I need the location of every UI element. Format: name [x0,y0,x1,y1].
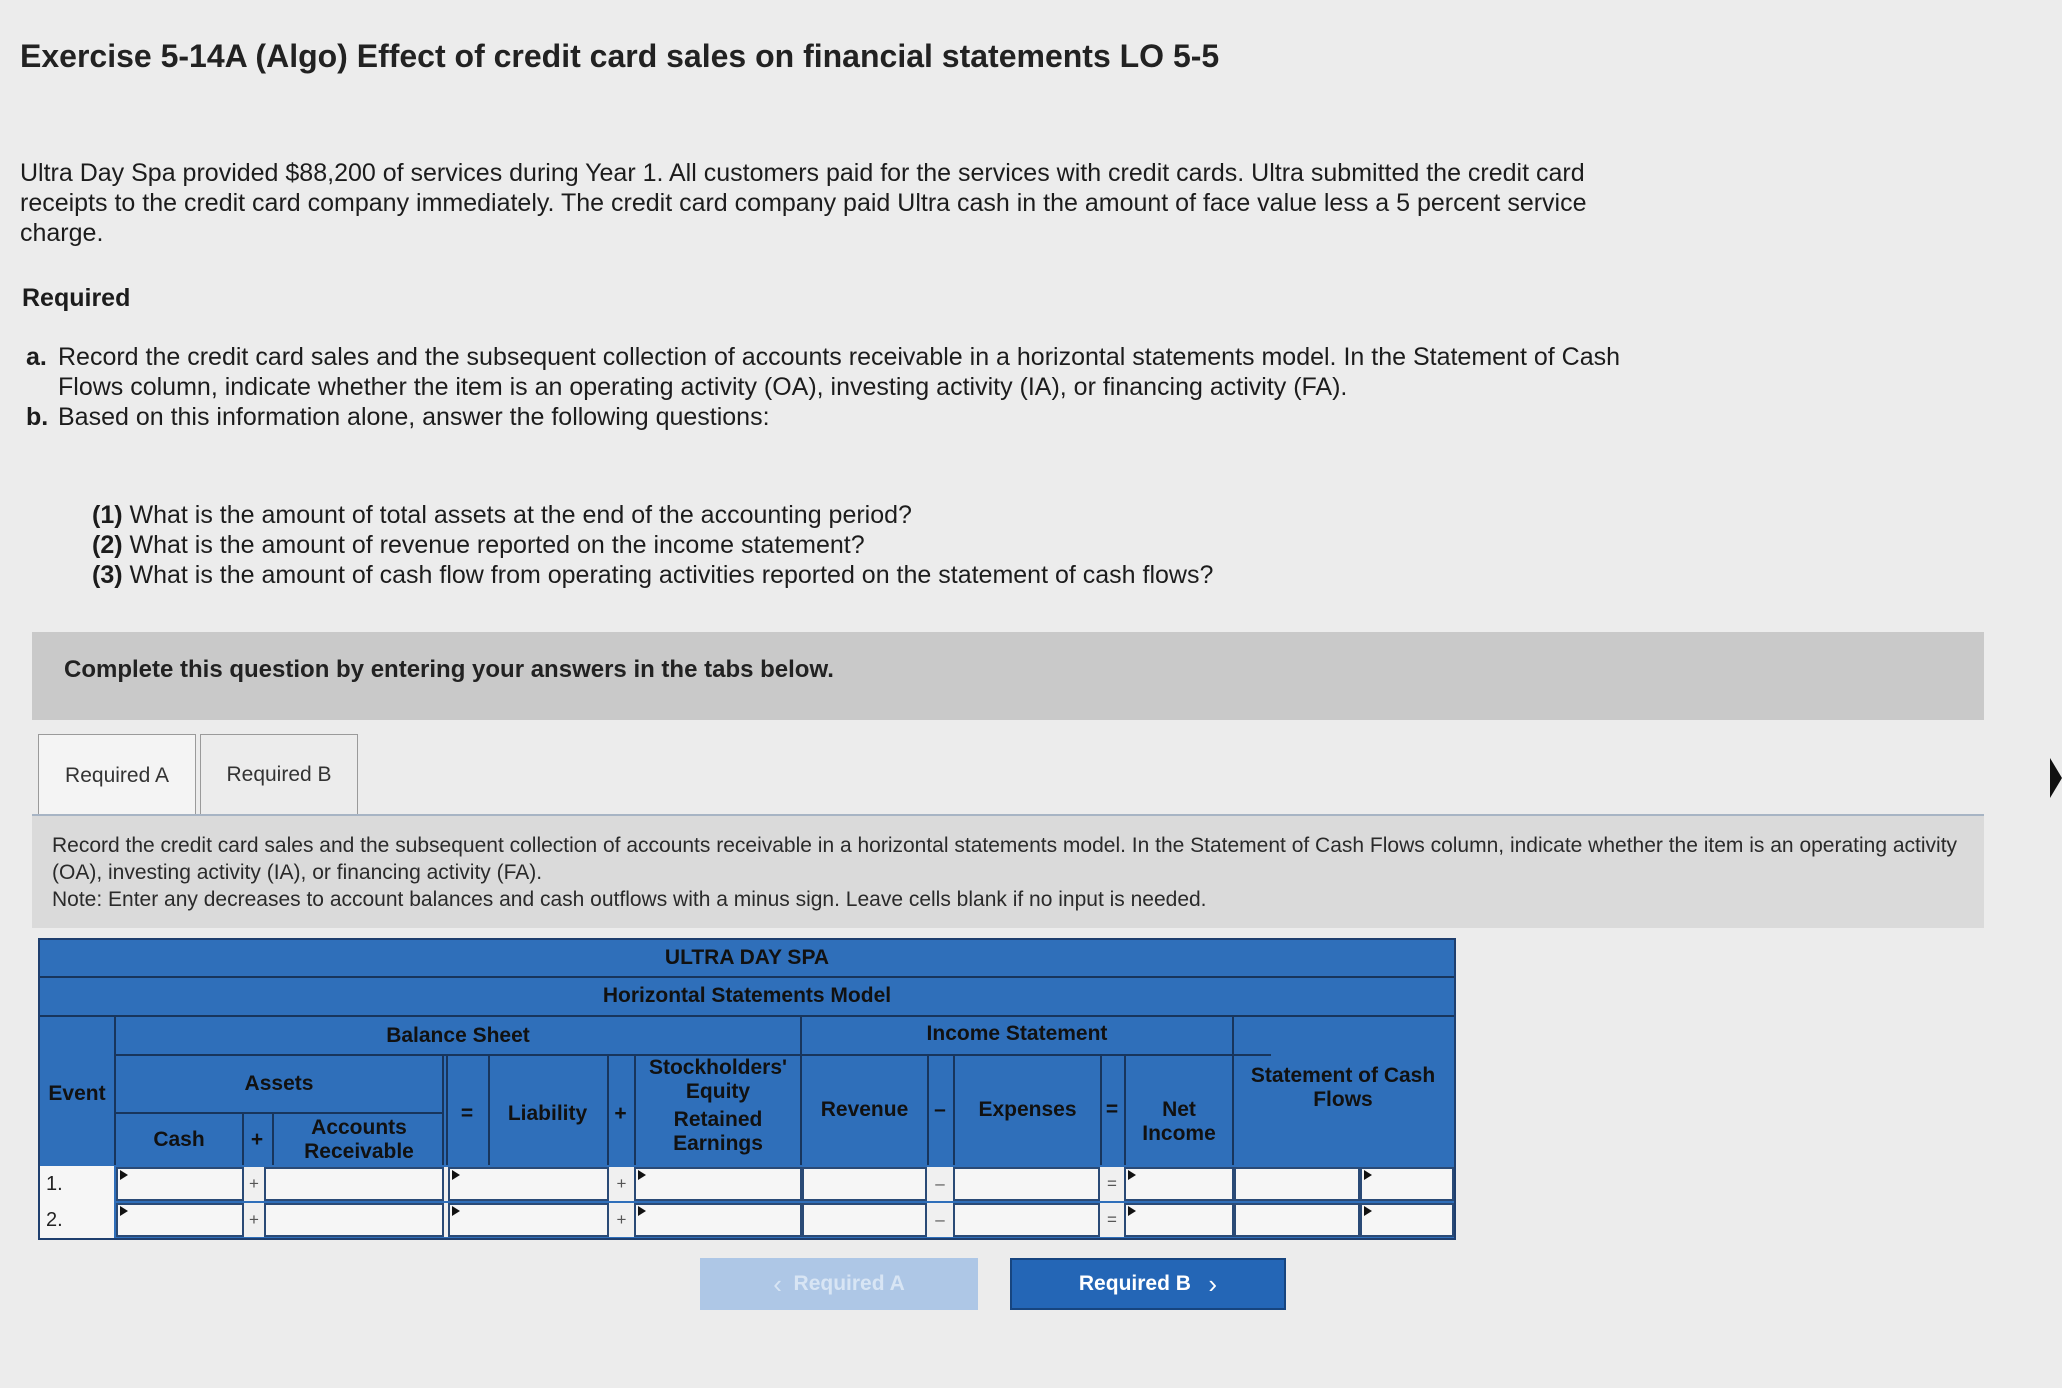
horizontal-statements-model [38,938,1456,1240]
next-tab-button[interactable] [1010,1258,1286,1310]
equals-sign: = [460,1102,474,1125]
event-header: Event [48,1082,106,1105]
next-tab-label: Required B [1078,1272,1191,1295]
plus-operator: + [609,1203,634,1237]
expenses-input-2[interactable] [953,1203,1100,1237]
plus-operator: + [609,1167,634,1201]
expenses-header: Expenses [978,1098,1077,1121]
chevron-left-icon: ‹ [773,1268,782,1299]
dropdown-marker-icon [120,1206,128,1216]
chevron-right-icon: › [1208,1268,1218,1299]
liability-input-1[interactable] [448,1167,609,1201]
equity-plus-sign: + [614,1102,627,1125]
dropdown-marker-icon [638,1206,646,1216]
plus-operator: + [244,1203,264,1237]
event-row-label: 2. [40,1202,114,1238]
model-subtitle: Horizontal Statements Model [602,984,892,1007]
net-income-header: Net Income [1142,1098,1216,1145]
cash-input-1[interactable] [116,1167,244,1201]
cash-input-2[interactable] [116,1203,244,1237]
question-number: (2) [92,531,123,559]
assets-header: Assets [244,1072,314,1095]
required-heading: Required [22,284,131,312]
accounts-receivable-input-1[interactable] [264,1167,444,1201]
revenue-input-2[interactable] [802,1203,927,1237]
question-item [92,500,1213,530]
tab-instructions [32,814,1984,928]
question-text: What is the amount of cash flow from operating activities reported on the statement of cash flows? [129,561,1214,589]
requirement-text: Record the credit card sales and the subsequent collection of accounts receivable in a horizontal statements model. In the Statement of Cash Flows column, indicate whether the item is an operating activity (OA), investing activity (IA), or financing activity (FA). [58,343,1620,401]
dropdown-marker-icon [452,1206,460,1216]
dropdown-marker-icon [1364,1170,1372,1180]
exercise-title: Exercise 5-14A (Algo) Effect of credit card sales on financial statements LO 5-5 [20,38,1220,74]
cash-flows-header: Statement of Cash Flows [1250,1064,1436,1111]
requirement-b [26,402,1636,432]
net-income-input-1[interactable] [1124,1167,1234,1201]
cash-header: Cash [153,1128,205,1151]
question-number: (1) [92,501,123,529]
cash-flow-activity-input-1[interactable] [1360,1167,1454,1201]
accounts-receivable-input-2[interactable] [264,1203,444,1237]
cash-flow-amount-input-1[interactable] [1234,1167,1360,1201]
stockholders-equity-header: Stockholders' Equity [648,1056,788,1103]
tab-required-a[interactable]: Required A [38,734,196,816]
minus-operator: – [927,1167,953,1201]
instruction-note: Note: Enter any decreases to account balances and cash outflows with a minus sign. Leave cells blank if no input is needed. [52,888,1207,911]
balance-sheet-header: Balance Sheet [386,1024,530,1047]
tab-required-b[interactable]: Required B [200,734,358,814]
dropdown-marker-icon [452,1170,460,1180]
instruction-banner [32,632,1984,720]
liability-input-2[interactable] [448,1203,609,1237]
requirement-marker: b. [26,403,49,431]
event-row-label: 1. [40,1166,114,1202]
previous-tab-label: Required A [793,1272,905,1295]
question-text: What is the amount of revenue reported on the income statement? [129,531,865,559]
cash-flow-amount-input-2[interactable] [1234,1203,1360,1237]
expenses-input-1[interactable] [953,1167,1100,1201]
retained-earnings-input-1[interactable] [634,1167,802,1201]
requirements-list [26,342,1636,432]
dropdown-marker-icon [1364,1206,1372,1216]
revenue-header: Revenue [820,1098,909,1121]
model-company-name: ULTRA DAY SPA [664,946,830,969]
cash-flow-activity-input-2[interactable] [1360,1203,1454,1237]
income-equals-sign: = [1105,1098,1119,1121]
cursor-pointer-icon [2050,758,2062,798]
instruction-text: Record the credit card sales and the subsequent collection of accounts receivable in a horizontal statements model. In the Statement of Cash Flows column, indicate whether the item is an operating activity (OA), investing activity (IA), or financing activity (FA). [52,834,1958,884]
dropdown-marker-icon [638,1170,646,1180]
minus-sign: – [934,1098,946,1121]
equals-operator: = [1100,1203,1124,1237]
equals-operator: = [1100,1167,1124,1201]
plus-operator: + [244,1167,264,1201]
minus-operator: – [927,1203,953,1237]
problem-statement: Ultra Day Spa provided $88,200 of services during Year 1. All customers paid for the services with credit cards. Ultra submitted the credit card receipts to the credit card company immediately. The credit card company paid Ultra cash in the amount of face value less a 5 percent service charge. [20,159,1587,247]
question-item [92,530,1213,560]
revenue-input-1[interactable] [802,1167,927,1201]
dropdown-marker-icon [1128,1206,1136,1216]
requirement-marker: a. [26,343,47,371]
previous-tab-button[interactable] [700,1258,978,1310]
net-income-input-2[interactable] [1124,1203,1234,1237]
requirement-a [26,342,1636,402]
dropdown-marker-icon [1128,1170,1136,1180]
retained-earnings-header: Retained Earnings [673,1108,763,1155]
question-item [92,560,1213,590]
income-statement-header: Income Statement [926,1022,1108,1045]
assets-plus-sign: + [250,1128,264,1151]
question-list [92,500,1213,590]
retained-earnings-input-2[interactable] [634,1203,802,1237]
dropdown-marker-icon [120,1170,128,1180]
requirement-text: Based on this information alone, answer the following questions: [58,403,770,431]
accounts-receivable-header: Accounts Receivable [304,1116,414,1163]
liability-header: Liability [507,1102,588,1125]
question-number: (3) [92,561,123,589]
banner-text: Complete this question by entering your answers in the tabs below. [64,656,834,683]
question-text: What is the amount of total assets at the end of the accounting period? [129,501,912,529]
